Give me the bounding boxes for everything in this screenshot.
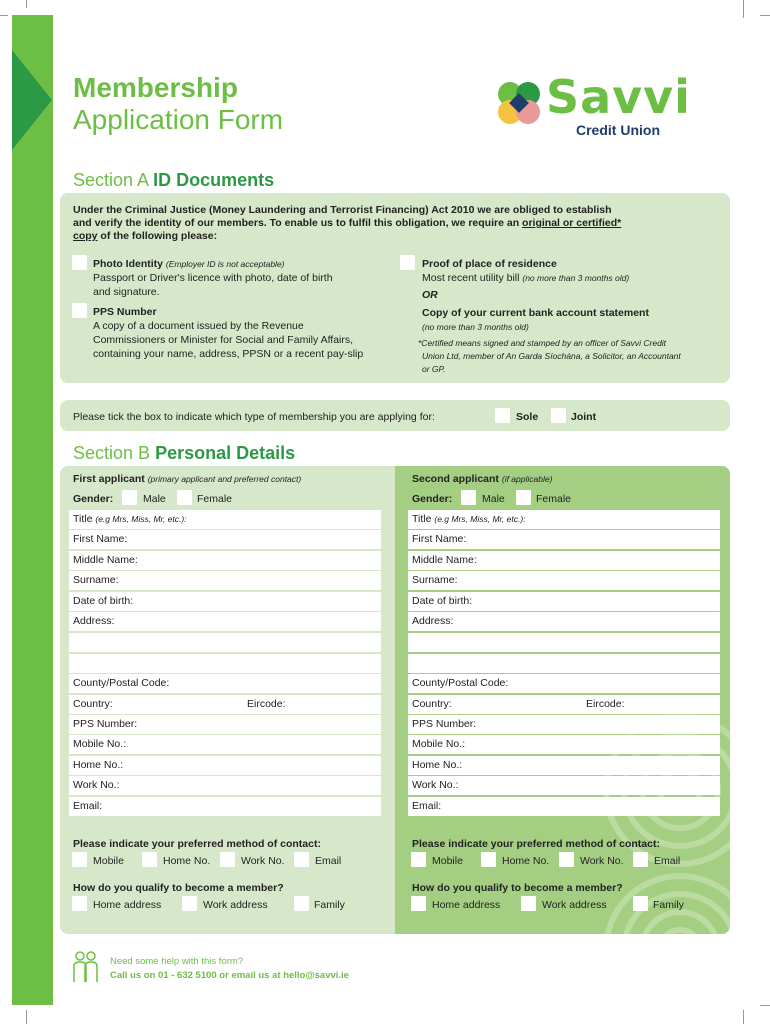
logo-wordmark: Savvi <box>546 70 691 124</box>
a2-address-line2[interactable] <box>408 633 720 652</box>
a1-title-field[interactable] <box>69 510 381 529</box>
sole-label: Sole <box>516 411 539 423</box>
a2-mobile-label: Mobile No.: <box>412 738 466 750</box>
a1-surname-label: Surname: <box>73 574 119 586</box>
or-label: OR <box>422 289 438 301</box>
a2-dob-label: Date of birth: <box>412 595 473 607</box>
section-b-heading <box>73 443 295 464</box>
side-bar <box>12 15 53 1005</box>
a1-title-label: Title <box>73 513 93 525</box>
a1-contact-mobile-label: Mobile <box>93 855 124 867</box>
a2-contact-mobile-checkbox[interactable] <box>411 852 426 867</box>
a1-pps-label: PPS Number: <box>73 718 138 730</box>
people-icon <box>70 950 100 984</box>
a2-female-checkbox[interactable] <box>516 490 531 505</box>
first-applicant-heading <box>73 472 301 486</box>
a1-country-label: Country: <box>73 698 113 710</box>
a1-contact-prompt: Please indicate your preferred method of contact: <box>73 838 321 850</box>
a2-q-family-label: Family <box>653 899 684 911</box>
a1-q-home-label: Home address <box>93 899 162 911</box>
bank-note: (no more than 3 months old) <box>422 322 529 332</box>
a1-dob-field[interactable] <box>69 592 381 611</box>
a1-home-field[interactable] <box>69 756 381 775</box>
a2-email-field[interactable] <box>408 797 720 816</box>
a2-contact-home-label: Home No. <box>502 855 550 867</box>
a1-mobile-label: Mobile No.: <box>73 738 127 750</box>
a1-male-label: Male <box>143 493 166 505</box>
joint-label: Joint <box>571 411 597 423</box>
a1-qualify-prompt: How do you qualify to become a member? <box>73 882 284 894</box>
a1-contact-home-checkbox[interactable] <box>142 852 157 867</box>
a1-country-field[interactable] <box>69 695 381 714</box>
a2-contact-email-checkbox[interactable] <box>633 852 648 867</box>
a2-q-family-checkbox[interactable] <box>633 896 648 911</box>
a2-home-field[interactable] <box>408 756 720 775</box>
proof-line2-text: Most recent utility bill <box>422 272 520 284</box>
a2-male-label: Male <box>482 493 505 505</box>
a2-contact-work-label: Work No. <box>580 855 624 867</box>
a2-title-label: Title <box>412 513 432 525</box>
a2-pps-label: PPS Number: <box>412 718 477 730</box>
pps-line3: Commissioners or Minister for Social and Family Affairs, <box>93 334 354 346</box>
a2-address-line3[interactable] <box>408 654 720 673</box>
a1-address-field[interactable] <box>69 612 381 631</box>
a1-address-line3[interactable] <box>69 654 381 673</box>
a1-female-checkbox[interactable] <box>177 490 192 505</box>
a2-county-label: County/Postal Code: <box>412 677 509 689</box>
a2-work-field[interactable] <box>408 776 720 795</box>
second-applicant-title: Second applicant <box>412 473 499 485</box>
section-b-title: Personal Details <box>155 443 296 463</box>
a1-middle-name-label: Middle Name: <box>73 554 138 566</box>
a1-contact-email-checkbox[interactable] <box>294 852 309 867</box>
a1-q-home-checkbox[interactable] <box>72 896 87 911</box>
intro-line2-text: and verify the identity of our members. To enable us to fulfil this obligation, we require an <box>73 217 523 229</box>
a2-eircode-label: Eircode: <box>586 698 625 710</box>
a2-q-home-label: Home address <box>432 899 501 911</box>
a2-work-label: Work No.: <box>412 779 459 791</box>
joint-checkbox[interactable] <box>551 408 566 423</box>
a2-address-field[interactable] <box>408 612 720 631</box>
a1-address-line2[interactable] <box>69 633 381 652</box>
a1-home-label: Home No.: <box>73 759 124 771</box>
a2-home-label: Home No.: <box>412 759 463 771</box>
a1-first-name-label: First Name: <box>73 533 128 545</box>
cert-line3: or GP. <box>422 364 446 374</box>
a2-female-label: Female <box>536 493 572 505</box>
a1-surname-field[interactable] <box>69 571 381 590</box>
crop-mark <box>26 0 27 8</box>
a2-q-work-checkbox[interactable] <box>521 896 536 911</box>
a2-dob-field[interactable] <box>408 592 720 611</box>
logo-subtitle: Credit Union <box>576 122 660 138</box>
a2-county-field[interactable] <box>408 674 720 693</box>
a1-mobile-field[interactable] <box>69 735 381 754</box>
photo-id-label: Photo Identity <box>93 258 163 270</box>
a2-country-label: Country: <box>412 698 452 710</box>
a1-dob-label: Date of birth: <box>73 595 134 607</box>
cert-line1: *Certified means signed and stamped by an officer of Savvi Credit <box>418 338 667 348</box>
a1-pps-field[interactable] <box>69 715 381 734</box>
photo-id-heading <box>93 257 285 271</box>
section-a-title: ID Documents <box>153 170 275 190</box>
proof-residence-checkbox[interactable] <box>400 255 415 270</box>
a2-title-field[interactable] <box>408 510 720 529</box>
intro-line1: Under the Criminal Justice (Money Laundering and Terrorist Financing) Act 2010 we are obliged to establish <box>73 204 612 216</box>
a1-contact-work-label: Work No. <box>241 855 285 867</box>
a1-address-label: Address: <box>73 615 115 627</box>
a2-male-checkbox[interactable] <box>461 490 476 505</box>
a2-q-work-label: Work address <box>542 899 607 911</box>
a1-email-label: Email: <box>73 800 103 812</box>
proof-label: Proof of place of residence <box>422 258 557 270</box>
intro-line2 <box>73 216 621 230</box>
pps-line2: A copy of a document issued by the Revenue <box>93 320 304 332</box>
a2-first-name-field[interactable] <box>408 530 720 549</box>
bank-statement-label: Copy of your current bank account statement <box>422 307 649 319</box>
logo-mark-icon <box>494 78 544 128</box>
a2-address-label: Address: <box>412 615 454 627</box>
a2-qualify-prompt: How do you qualify to become a member? <box>412 882 623 894</box>
second-applicant-note: (if applicable) <box>501 474 553 484</box>
intro-line3 <box>73 229 217 243</box>
sole-checkbox[interactable] <box>495 408 510 423</box>
photo-id-checkbox[interactable] <box>72 255 87 270</box>
a2-pps-field[interactable] <box>408 715 720 734</box>
second-applicant-heading <box>412 472 552 486</box>
a2-contact-email-label: Email <box>654 855 681 867</box>
section-a-prefix: Section A <box>73 170 149 190</box>
a1-gender-label: Gender: <box>73 493 114 505</box>
photo-id-line3: and signature. <box>93 286 160 298</box>
crop-mark <box>26 1010 27 1024</box>
a1-contact-home-label: Home No. <box>163 855 211 867</box>
cert-line2: Union Ltd, member of An Garda Síochána, a Solicitor, an Accountant <box>422 351 681 361</box>
a1-eircode-label: Eircode: <box>247 698 286 710</box>
help-line1: Need some help with this form? <box>110 956 244 967</box>
a1-middle-name-field[interactable] <box>69 551 381 570</box>
photo-id-line2: Passport or Driver's licence with photo, date of birth <box>93 272 333 284</box>
a1-q-family-label: Family <box>314 899 345 911</box>
a2-gender-label: Gender: <box>412 493 453 505</box>
a2-contact-mobile-label: Mobile <box>432 855 463 867</box>
membership-prompt: Please tick the box to indicate which type of membership you are applying for: <box>73 411 435 423</box>
a1-county-field[interactable] <box>69 674 381 693</box>
a1-first-name-field[interactable] <box>69 530 381 549</box>
a1-email-field[interactable] <box>69 797 381 816</box>
first-applicant-title: First applicant <box>73 473 145 485</box>
a2-surname-field[interactable] <box>408 571 720 590</box>
photo-id-note: (Employer ID is not acceptable) <box>165 259 285 269</box>
crop-mark <box>760 1005 770 1006</box>
a1-male-checkbox[interactable] <box>122 490 137 505</box>
side-arrow <box>12 50 52 150</box>
a1-female-label: Female <box>197 493 233 505</box>
proof-line2 <box>422 271 629 285</box>
a2-email-label: Email: <box>412 800 442 812</box>
a2-contact-prompt: Please indicate your preferred method of contact: <box>412 838 660 850</box>
crop-mark <box>0 15 8 16</box>
a2-contact-work-checkbox[interactable] <box>559 852 574 867</box>
a2-mobile-field[interactable] <box>408 735 720 754</box>
savvi-logo <box>494 70 704 144</box>
crop-mark <box>743 0 744 18</box>
intro-line2-underline: original or certified* <box>522 217 622 229</box>
a1-q-family-checkbox[interactable] <box>294 896 309 911</box>
a1-q-work-label: Work address <box>203 899 268 911</box>
form-title-line2: Application Form <box>73 104 284 135</box>
a1-contact-email-label: Email <box>315 855 342 867</box>
a1-contact-work-checkbox[interactable] <box>220 852 235 867</box>
first-applicant-note: (primary applicant and preferred contact) <box>147 474 302 484</box>
help-line2: Call us on 01 - 632 5100 or email us at hello@savvi.ie <box>110 970 349 981</box>
a2-middle-name-label: Middle Name: <box>412 554 477 566</box>
a2-title-note: (e.g Mrs, Miss, Mr, etc.): <box>434 514 526 524</box>
a2-q-home-checkbox[interactable] <box>411 896 426 911</box>
section-a-heading <box>73 170 274 191</box>
a2-country-field[interactable] <box>408 695 720 714</box>
a2-contact-home-checkbox[interactable] <box>481 852 496 867</box>
proof-note: (no more than 3 months old) <box>522 273 630 283</box>
a2-surname-label: Surname: <box>412 574 458 586</box>
pps-line4: containing your name, address, PPSN or a recent pay-slip <box>93 348 364 360</box>
a1-county-label: County/Postal Code: <box>73 677 170 689</box>
a1-q-work-checkbox[interactable] <box>182 896 197 911</box>
form-title-line1: Membership <box>73 72 238 103</box>
a1-work-field[interactable] <box>69 776 381 795</box>
section-b-prefix: Section B <box>73 443 151 463</box>
pps-checkbox[interactable] <box>72 303 87 318</box>
intro-line3-text: of the following please: <box>97 230 218 242</box>
a1-contact-mobile-checkbox[interactable] <box>72 852 87 867</box>
a1-title-note: (e.g Mrs, Miss, Mr, etc.): <box>95 514 187 524</box>
a1-work-label: Work No.: <box>73 779 120 791</box>
a2-first-name-label: First Name: <box>412 533 467 545</box>
intro-line3-underline: copy <box>73 230 98 242</box>
crop-mark <box>760 15 770 16</box>
a2-middle-name-field[interactable] <box>408 551 720 570</box>
pps-label: PPS Number <box>93 306 157 318</box>
